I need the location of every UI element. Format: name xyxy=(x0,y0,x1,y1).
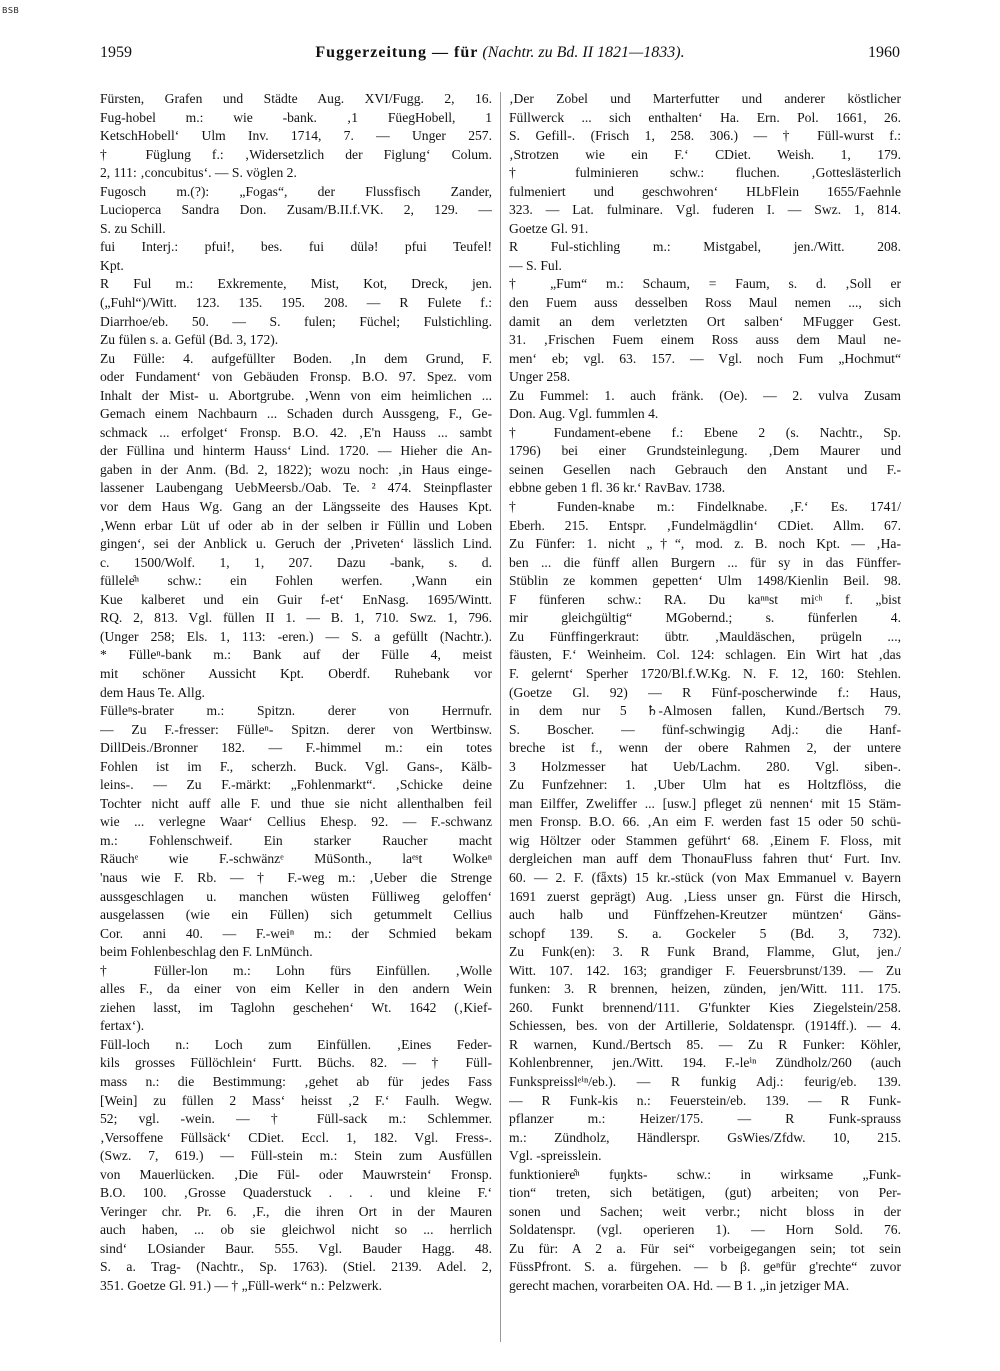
text-line: (Swz. 7, 619.) — Füll-stein m.: Stein zum Ausfüllen xyxy=(100,1148,492,1164)
text-line: Zu Fünfer: 1. nicht „†“, mod. z. B. noch Kpt. — ‚Ha- xyxy=(509,536,901,552)
text-line: Witt. 107. 142. 163; grandiger F. Feuersbrunst/139. — Zu xyxy=(509,962,901,978)
text-line: Diarrhoe/eb. 50. — S. fulen; Füchel; Fulstichling. xyxy=(100,313,492,329)
text-line: mass n.: die Bestimmung: ‚gehet ab für jedes Fass xyxy=(100,1073,492,1089)
page-header xyxy=(100,44,900,68)
text-line: vor dem Haus Wg. Gang an der Längsseite des Hauses Kpt. xyxy=(100,499,492,515)
text-line: Füll-loch n.: Loch zum Einfüllen. ‚Eines Feder- xyxy=(100,1036,492,1052)
text-line: F fünferen schw.: RA. Du kaⁿⁿst miᶜʰ f. „bist xyxy=(509,591,901,607)
text-line: ‚Wenn erbar Lüt uf oder ab in der selben ir Füllin und Loben xyxy=(100,517,492,533)
text-line: gerecht machen, vorarbeiten OA. Hd. — B 1. „in jetziger MA. xyxy=(509,1278,850,1293)
text-line: wig Höltzer oder Stammen geführt‘ 68. ‚Einem F. Floss, mit xyxy=(509,832,901,848)
text-line: Zu Fülle: 4. aufgefüllter Boden. ‚In dem Grund, F. xyxy=(100,350,492,366)
text-line: Füllwerck ... sich enthalten‘ Ha. Ern. Pol. 1661, 26. xyxy=(509,109,901,125)
text-line: R Ful-stichling m.: Mistgabel, jen./Witt. 208. xyxy=(509,239,901,255)
text-line: ausgelassen (wie ein Füllen) sich getummelt Cellius xyxy=(100,907,492,923)
text-line: 60. — 2. F. (fǟxts) 15 kr.-stück (von Max Emmanuel v. Bayern xyxy=(509,869,901,885)
text-line: lassener Laubengang UebMeersb./Oab. Te. ² 474. Steinpflaster xyxy=(100,480,492,496)
page-number-right: 1960 xyxy=(868,44,900,61)
text-line: Funkspreisslᵉⁱⁿ/eb.). — R funkig Adj.: feurig/eb. 139. xyxy=(509,1073,901,1089)
text-line: Fugosch m.(?): „Fogas“, der Flussfisch Zander, xyxy=(100,183,492,199)
text-line: ‚Versoffene Füllsäck‘ CDiet. Eccl. 1, 182. Vgl. Fress-. xyxy=(100,1129,492,1145)
text-line: 1796) bei einer Grundsteinlegung. ‚Dem Maurer und xyxy=(509,443,901,459)
text-line: gaben in der Anm. (Bd. 2, 1822); wozu noch: ‚in Haus einge- xyxy=(100,461,492,477)
text-line: Kohlenbrenner, jen./Witt. 194. F.-leⁱⁿ Zündholz/260 (auch xyxy=(509,1055,901,1071)
text-line: Räuchᵉ wie F.-schwänzᵉ MüSonth., laᵉˢt Wolkeⁿ xyxy=(100,851,492,867)
text-line: seinen Gesellen nach Gebrauch den Anstant und F.- xyxy=(509,461,901,477)
text-line: † Füller-lon m.: Lohn fürs Einfüllen. ‚Wolle xyxy=(100,962,492,978)
text-line: 1691 zuerst geprägt) Aug. ‚Liess unser gn. Fürst die Hirsch, xyxy=(509,888,901,904)
text-line: schopf 139. S. a. Gockeler 5 (Bd. 3, 732). xyxy=(509,925,901,941)
text-line: KetschHobell‘ Ulm Inv. 1714, 7. — Unger 257. xyxy=(100,128,492,144)
text-line: Zu für: A 2 a. Für sei“ vorbeigegangen sein; tot sein xyxy=(509,1240,901,1256)
text-line: Cor. anni 40. — F.-weiⁿ m.: der Schmied bekam xyxy=(100,925,492,941)
text-line: [Wein] zu füllen 2 Mass‘ heisst ‚2 F.‘ Faulh. Wegw. xyxy=(100,1092,492,1108)
text-line: 260. Funkt brennend/111. G'funkter Kies Ziegelstein/258. xyxy=(509,999,901,1015)
text-line: Zu Funfzehner: 1. ‚Uber Ulm hat es Holtzflöss, die xyxy=(509,777,901,793)
text-line: aussgeschlagen u. manchen wüsten Fülliweg geloffen‘ xyxy=(100,888,492,904)
running-title-note: (Nachtr. zu Bd. II 1821—1833). xyxy=(482,44,685,61)
text-line: 323. — Lat. fulminare. Vgl. fuderen I. — Swz. 1, 814. xyxy=(509,202,901,218)
text-line: 3 Holzmesser hat Ueb/Lachm. 280. Vgl. siben-. xyxy=(509,758,901,774)
running-title xyxy=(100,44,900,62)
text-line: fertax‘). xyxy=(100,1018,145,1034)
text-line: B.O. 100. ‚Grosse Quaderstuck . . . und kleine F.‘ xyxy=(100,1185,492,1201)
text-line: — R Funk-kis n.: Feuerstein/eb. 139. — R Funk- xyxy=(509,1092,901,1108)
text-line: leins-. — Zu F.-märkt: „Fohlenmarkt“. ‚Schicke deine xyxy=(100,777,492,793)
text-line: damit an dem verletzten Ort salben‘ MFugger Gest. xyxy=(509,313,901,329)
text-line: ‚Strotzen wie ein F.‘ CDiet. Weish. 1, 179. xyxy=(509,146,901,162)
text-line: Kue kalberet und ein Guir f-et‘ EnNasg. 1695/Wintt. xyxy=(100,591,492,607)
text-line: oder Fundament‘ von Gebäuden Fronsp. B.O. 97. Spez. vom xyxy=(100,369,492,385)
text-line: S. Gefill-. (Frisch 1, 258. 306.) — † Füll-wurst f.: xyxy=(509,128,901,144)
text-line: † Füglung f.: ‚Widersetzlich der Figlung‘ Colum. xyxy=(100,146,492,162)
text-line: * Fülleⁿ-bank m.: Bank auf der Fülle 4, meist xyxy=(100,647,492,663)
text-line: Zu Funk(en): 3. R Funk Brand, Flamme, Glut, jen./ xyxy=(509,944,901,960)
text-line: fulmeniert und geschwohren‘ HLbFlein 1655/Faehnle xyxy=(509,183,901,199)
text-line: m.: Fohlenschweif. Ein starker Raucher macht xyxy=(100,832,492,848)
text-line: mit schöner Aussicht Kpt. Oberdf. Ruhebank vor xyxy=(100,665,492,681)
text-line: RQ. 2, 813. Vgl. füllen II 1. — B. 1, 710. Swz. 1, 796. xyxy=(100,610,492,626)
text-line: DillDeis./Bronner 182. — F.-himmel m.: ein totes xyxy=(100,740,492,756)
text-line: Tochter nicht auff alle F. und thue sie nicht allenthalben feil xyxy=(100,795,492,811)
text-line: † „Fum“ m.: Schaum, = Faum, s. d. ‚Soll er xyxy=(509,276,901,292)
text-line: men‘ eb; vgl. 63. 157. — Vgl. noch Fum „Hochmut“ xyxy=(509,350,901,366)
text-line: 'naus wie F. Rb. — † F.-weg m.: ‚Ueber die Strenge xyxy=(100,869,492,885)
text-line: Goetze Gl. 91. xyxy=(509,220,589,236)
text-line: (Unger 258; Els. 1, 113: -eren.) — S. a gefüllt (Nachtr.). xyxy=(100,628,492,644)
text-line: 31. ‚Frischen Fuem einem Ross auss dem Maul ne- xyxy=(509,332,901,348)
running-title-main: Fuggerzeitung — für xyxy=(315,44,479,61)
text-line: Vgl. -spreisslein. xyxy=(509,1148,602,1164)
text-line: fäusten, F.‘ Weinheim. Col. 124: schlagen. Ein Wirt hat ‚das xyxy=(509,647,901,663)
text-line: gingen‘, sei der Anblick u. Geruch der ‚Priveten‘ lässlich Lind. xyxy=(100,536,492,552)
text-line: („Fuhl“)/Witt. 123. 135. 195. 208. — R Fulete f.: xyxy=(100,295,492,311)
text-line: schmack ... erfolget‘ Fronsp. B.O. 42. ‚E'n Hauss ... sambt xyxy=(100,424,492,440)
text-line: Fohlen ist im F., scherzh. Buck. Vgl. Gans-, Kälb- xyxy=(100,758,492,774)
text-line: funktioniere̊ⁿ fụŋkts- schw.: in wirksame „Funk- xyxy=(509,1166,901,1182)
text-line: F. gelernt‘ Sperher 1720/Bl.f.W.Kg. N. F. 12, 160: Stehlen. xyxy=(509,665,901,681)
text-line: dergleichen man auff dem ThonauFluss fahren thut‘ Furt. Inv. xyxy=(509,851,901,867)
text-line: Eberh. 215. Entspr. ‚Fundelmägdlin‘ CDiet. Allm. 67. xyxy=(509,517,901,533)
text-line: Zu Fummel: 1. auch fränk. (Oe). — 2. vulva Zusam xyxy=(509,387,901,403)
column-divider xyxy=(500,92,501,1342)
text-line: Zu Fünffingerkraut: übtr. ‚Mauldäschen, prügeln ..., xyxy=(509,628,901,644)
text-line: ‚Der Zobel und Marterfutter und anderer köstlicher xyxy=(509,91,901,106)
text-line: — S. Ful. xyxy=(509,257,562,273)
text-line: füllele̊ⁿ schw.: ein Fohlen werfen. ‚Wann ein xyxy=(100,573,492,589)
text-line: Unger 258. xyxy=(509,369,571,385)
text-line: tion“ treten, sich betätigen, (gut) arbeiten; von Per- xyxy=(509,1185,901,1201)
text-line: ben ... die fünff allen Burgern ... für sy in das Fünffer- xyxy=(509,554,901,570)
text-line: beim Fohlenbeschlag den F. LnMünch. xyxy=(100,944,313,960)
text-line: Don. Aug. Vgl. fummlen 4. xyxy=(509,406,659,422)
page-number-left: 1959 xyxy=(100,44,132,61)
right-column xyxy=(509,90,901,1352)
text-line: auch haben, ... ob sie gleichwol nicht so ... herrlich xyxy=(100,1222,492,1238)
text-line: R warnen, Kund./Bertsch 85. — Zu R Funker: Köhler, xyxy=(509,1036,901,1052)
text-line: pflanzer m.: Heizer/175. — R Funk-sprauss xyxy=(509,1111,901,1127)
text-line: den Fuem auss desselben Ross Maul nemen ..., sich xyxy=(509,295,901,311)
text-line: sonen und Sachen; weit verbr.; nicht bloss in der xyxy=(509,1203,901,1219)
text-line: FüssPfront. S. a. fürgehen. — b β. geⁿfür g'rechte“ zuvor xyxy=(509,1259,901,1275)
text-line: von Mauerlücken. ‚Die Fül- oder Mauwrstein‘ Fronsp. xyxy=(100,1166,492,1182)
text-line: S. zu Schill. xyxy=(100,220,166,236)
text-line: — Zu F.-fresser: Fülleⁿ- Spitzn. derer von Wertbinsw. xyxy=(100,721,492,737)
text-line: men Fronsp. B.O. 66. ‚An eim F. werden fast 15 oder 50 schü- xyxy=(509,814,901,830)
text-line: Kpt. xyxy=(100,257,124,273)
text-line: Inhalt der Mist- u. Abortgrube. ‚Wenn von eim heimlichen ... xyxy=(100,387,492,403)
text-line: † fulminieren schw.: fluchen. ‚Gotteslästerlich xyxy=(509,165,901,181)
text-line: † Fundament-ebene f.: Ebene 2 (s. Nachtr., Sp. xyxy=(509,424,901,440)
text-line: 2, 111: ‚concubitus‘. — S. vöglen 2. xyxy=(100,165,297,181)
text-line: mir gleichgültig“ MGobernd.; s. fünferlen 4. xyxy=(509,610,901,626)
text-line: † Funden-knabe m.: Findelknabe. ‚F.‘ Es. 1741/ xyxy=(509,499,901,515)
text-line: Lucioperca Sandra Don. Zusam/B.II.f.VK. 2, 129. — xyxy=(100,202,492,218)
text-line: 52; vgl. -wein. — † Füll-sack m.: Schlemmer. xyxy=(100,1111,492,1127)
text-line: kils grosses Füllöchlein‘ Furtt. Büchs. 82. — † Füll- xyxy=(100,1055,492,1071)
text-line: auch halb und Fünffzehen-Kreutzer müntzen‘ Gäns- xyxy=(509,907,901,923)
text-line: m.: Zündholz, Händlerspr. GsWies/Zfdw. 10, 215. xyxy=(509,1129,901,1145)
text-line: Zu fülen s. a. Gefül (Bd. 3, 172). xyxy=(100,332,279,348)
text-line: Gemach einem Nachbaurn ... Schaden durch Aussgeng, F., Ge- xyxy=(100,406,492,422)
text-line: der Füllina und hinterm Hauss‘ Lind. 1720. — Hieher die An- xyxy=(100,443,492,459)
text-line: ebbne geben 1 fl. 36 kr.‘ RavBav. 1738. xyxy=(509,480,726,496)
text-line: S. Boscher. — fünf-schwingig Adj.: die Hanf- xyxy=(509,721,901,737)
text-line: Veringer chr. Pr. 6. ‚F., die ihren Ort in der Mauren xyxy=(100,1203,492,1219)
text-line: 351. Goetze Gl. 91.) — † „Füll-werk“ n.: Pelzwerk. xyxy=(100,1278,382,1293)
text-line: Soldatenspr. (vgl. operieren 1). — Horn Sold. 76. xyxy=(509,1222,901,1238)
text-line: funken: 3. R brennen, heizen, zünden, jen/Witt. 111. 175. xyxy=(509,981,901,997)
text-line: S. a. Trag- (Nachtr., Sp. 1763). (Stiel. 2139. Adel. 2, xyxy=(100,1259,492,1275)
library-stamp: BSB xyxy=(2,6,20,15)
text-line: ziehen lasst, im Taglohn geschehen‘ Wt. 1642 (‚Kief- xyxy=(100,999,492,1015)
text-line: c. 1500/Wolf. 1, 1, 207. Dazu -bank, s. d. xyxy=(100,554,492,570)
text-line: in dem nur 5 ♄-Almosen fallen, Kund./Bertsch 79. xyxy=(509,703,901,719)
text-line: Fülleⁿs-brater m.: Spitzn. derer von Herrnufr. xyxy=(100,703,492,719)
text-line: Stüblin ze kommen gepetten‘ Ulm 1498/Kienlin Beil. 98. xyxy=(509,573,901,589)
left-column xyxy=(100,90,492,1352)
text-line: (Goetze Gl. 92) — R Fünf-poscherwinde f.: Haus, xyxy=(509,684,901,700)
text-line: Schiessen, bes. von der Artillerie, Soldatenspr. (1914ff.). — 4. xyxy=(509,1018,901,1034)
text-line: alles F., da einer von eim Keller in den andern Wein xyxy=(100,981,492,997)
text-line: sind‘ LOsiander Baur. 555. Vgl. Bauder Hagg. 48. xyxy=(100,1240,492,1256)
text-line: Fürsten, Grafen und Städte Aug. XVI/Fugg. 2, 16. xyxy=(100,91,492,106)
text-line: Fug-hobel m.: wie -bank. ‚1 FüegHobell, 1 xyxy=(100,109,492,125)
text-line: fui Interj.: pfui!, bes. fui dülə! pfui Teufel! xyxy=(100,239,492,255)
text-line: breche ist f., wenn der obere Rahmen 2, der untere xyxy=(509,740,901,756)
text-line: R Ful m.: Exkremente, Mist, Kot, Dreck, jen. xyxy=(100,276,492,292)
text-line: man Eilffer, Zweliffer ... [usw.] pfleget zü nennen‘ mit 15 Stäm- xyxy=(509,795,901,811)
text-line: wie ... verlegne Waar‘ Cellius Ehesp. 92. — F.-schwanz xyxy=(100,814,492,830)
text-line: dem Haus Te. Allg. xyxy=(100,684,205,700)
